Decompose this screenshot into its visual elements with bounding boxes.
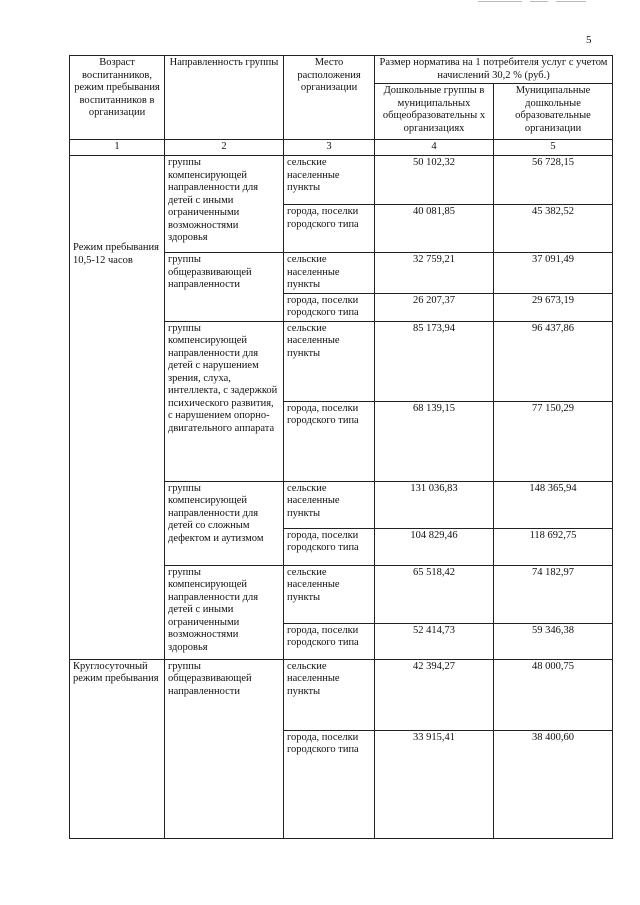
value-cell: 118 692,75 — [494, 528, 613, 565]
header-col4: Дошкольные группы в муниципальных общеобразовательны х организациях — [375, 84, 494, 140]
value-cell: 56 728,15 — [494, 156, 613, 205]
group-5: группы компенсирующей направленности для детей с иными ограниченными возможностями здоровья — [165, 565, 284, 659]
page-number: 5 — [586, 34, 592, 46]
regime-extended: Режим пребывания 10,5-12 часов — [73, 242, 159, 266]
norm-table — [69, 55, 613, 839]
location-urban: города, поселки городского типа — [284, 528, 375, 565]
group-1: группы компенсирующей направленности для детей с иными ограниченными возможностями здоровья — [165, 156, 284, 253]
value-cell: 26 207,37 — [375, 293, 494, 321]
value-cell: 48 000,75 — [494, 659, 613, 730]
index-5: 5 — [494, 140, 613, 156]
group-2: группы общеразвивающей направленности — [165, 253, 284, 322]
header-norm: Размер норматива на 1 потребителя услуг с учетом начислений 30,2 % (руб.) — [375, 56, 613, 84]
location-urban: города, поселки городского типа — [284, 401, 375, 481]
location-urban: города, поселки городского типа — [284, 730, 375, 838]
index-4: 4 — [375, 140, 494, 156]
scan-header-marks — [478, 0, 588, 4]
location-urban: города, поселки городского типа — [284, 623, 375, 659]
group-4: группы компенсирующей направленности для детей со сложным дефектом и аутизмом — [165, 481, 284, 565]
value-cell: 45 382,52 — [494, 205, 613, 253]
group-6: группы общеразвивающей направленности — [165, 659, 284, 838]
value-cell: 96 437,86 — [494, 321, 613, 401]
index-1: 1 — [70, 140, 165, 156]
location-urban: города, поселки городского типа — [284, 293, 375, 321]
value-cell: 148 365,94 — [494, 481, 613, 528]
value-cell: 37 091,49 — [494, 253, 613, 294]
regime-roundclock: Круглосуточный режим пребывания — [70, 659, 165, 838]
value-cell: 33 915,41 — [375, 730, 494, 838]
index-3: 3 — [284, 140, 375, 156]
location-rural: сельские населенные пункты — [284, 565, 375, 623]
value-cell: 85 173,94 — [375, 321, 494, 401]
location-rural: сельские населенные пункты — [284, 481, 375, 528]
location-rural: сельские населенные пункты — [284, 321, 375, 401]
value-cell: 65 518,42 — [375, 565, 494, 623]
location-urban: города, поселки городского типа — [284, 205, 375, 253]
value-cell: 38 400,60 — [494, 730, 613, 838]
regime-extended-cell — [70, 156, 165, 660]
header-col5: Муниципальные дошкольные образовательные организации — [494, 84, 613, 140]
location-rural: сельские населенные пункты — [284, 156, 375, 205]
header-age: Возраст воспитанников, режим пребывания воспитанников в организации — [70, 56, 165, 140]
value-cell: 52 414,73 — [375, 623, 494, 659]
value-cell: 29 673,19 — [494, 293, 613, 321]
value-cell: 42 394,27 — [375, 659, 494, 730]
value-cell: 68 139,15 — [375, 401, 494, 481]
group-3: группы компенсирующей направленности для детей с нарушением зрения, слуха, интеллекта, с задержкой психического развития, с нарушением опорно-двигательного аппарата — [165, 321, 284, 481]
header-direction: Направленность группы — [165, 56, 284, 140]
location-rural: сельские населенные пункты — [284, 659, 375, 730]
location-rural: сельские населенные пункты — [284, 253, 375, 294]
value-cell: 59 346,38 — [494, 623, 613, 659]
value-cell: 50 102,32 — [375, 156, 494, 205]
value-cell: 32 759,21 — [375, 253, 494, 294]
value-cell: 74 182,97 — [494, 565, 613, 623]
value-cell: 77 150,29 — [494, 401, 613, 481]
index-2: 2 — [165, 140, 284, 156]
value-cell: 131 036,83 — [375, 481, 494, 528]
value-cell: 40 081,85 — [375, 205, 494, 253]
header-location: Место расположения организации — [284, 56, 375, 140]
value-cell: 104 829,46 — [375, 528, 494, 565]
